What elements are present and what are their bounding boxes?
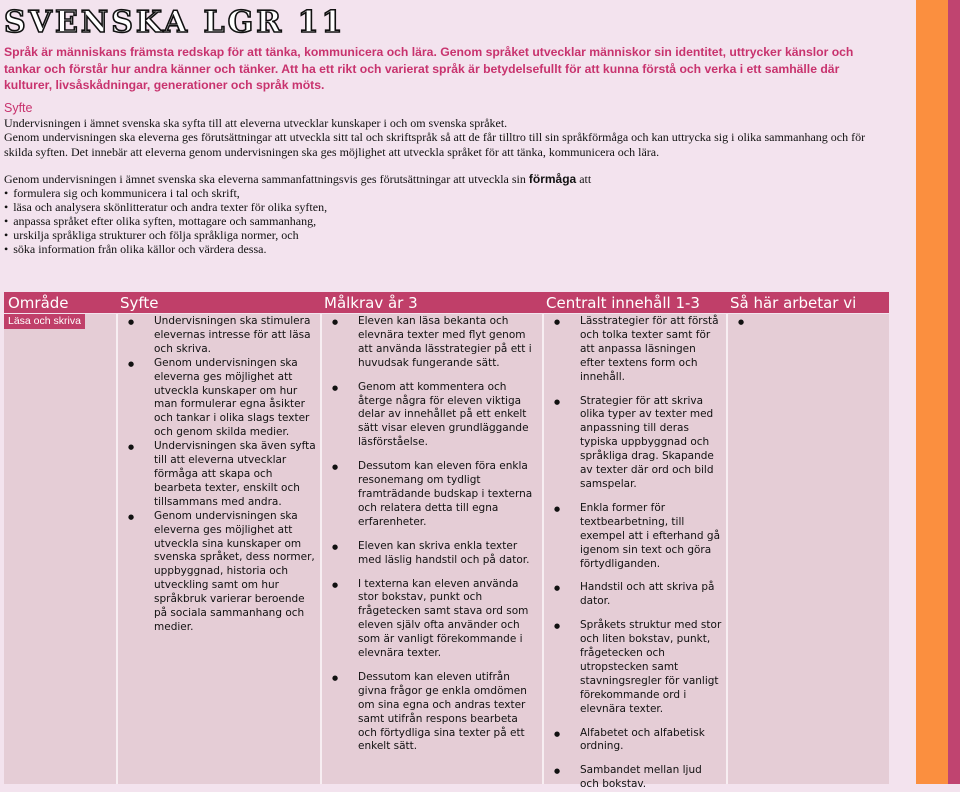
centralt-list <box>544 315 722 792</box>
list-item: ● Dessutom kan eleven utifrån givna frågor ge enkla omdömen om sina egna och andras texter samt utifrån respons bearbeta och förtydliga sina texter på ett enkelt sätt. <box>322 671 536 754</box>
list-item: ● Alfabetet och alfabetisk ordning. <box>544 727 722 755</box>
header-centralt: Centralt innehåll 1-3 <box>546 294 700 312</box>
syfte-cell <box>116 314 320 784</box>
list-item: ● Språkets struktur med stor och liten bokstav, punkt, frågetecken och utropstecken samt stavningsregler för vanligt förekommande ord i elevnära texter. <box>544 619 722 716</box>
paragraph-3-prefix: Genom undervisningen i ämnet svenska ska eleverna sammanfattningsvis ges förutsättningar att utveckla sin <box>4 172 526 186</box>
list-item: ● Eleven kan skriva enkla texter med läslig handstil och på dator. <box>322 540 536 568</box>
list-item: ● Handstil och att skriva på dator. <box>544 581 722 609</box>
curriculum-table <box>4 292 889 791</box>
pink-side-stripe <box>948 0 960 784</box>
arbetar-cell <box>726 314 889 784</box>
abilities-list <box>4 186 327 256</box>
header-omrade: Område <box>8 294 69 312</box>
list-item: ● Undervisningen ska även syfta till att eleverna utvecklar förmåga att skapa och bearbeta texter, enskilt och tillsammans med andra. <box>118 440 316 510</box>
list-item: ● Enkla former för textbearbetning, till exempel att i efterhand gå igenom sin text och göra förtydliganden. <box>544 502 722 572</box>
paragraph-2: Genom undervisningen ska eleverna ges förutsättningar att utveckla sitt tal och skriftspråk så att de får tilltro till sin språkförmåga och kan uttrycka sig i olika sammanhang och för skilda syften. Det innebär att eleverna genom undervisningen ska ges möjlighet att utveckla språket för att tänka, kommunicera och lära. <box>4 130 866 159</box>
list-item: ● Sambandet mellan ljud och bokstav. <box>544 764 722 792</box>
table-body <box>4 314 889 791</box>
malkrav-list <box>322 315 536 754</box>
list-item: • anpassa språket efter olika syften, mottagare och sammanhang, <box>4 214 327 228</box>
list-item: ● Undervisningen ska stimulera elevernas intresse för att läsa och skriva. <box>118 315 316 357</box>
list-item: ● I texterna kan eleven använda stor bokstav, punkt och frågetecken samt stava ord som eleven själv ofta använder och som är vanligt förekommande i elevnära texter. <box>322 578 536 661</box>
paragraph-3 <box>4 172 884 187</box>
orange-side-stripe <box>916 0 948 784</box>
list-item: • söka information från olika källor och värdera dessa. <box>4 242 327 256</box>
area-label: Läsa och skriva <box>4 314 85 329</box>
list-item: ● Eleven kan läsa bekanta och elevnära texter med flyt genom att använda lässtrategier på ett i huvudsak fungerande sätt. <box>322 315 536 371</box>
list-item: • läsa och analysera skönlitteratur och andra texter för olika syften, <box>4 200 327 214</box>
area-cell <box>4 314 116 784</box>
header-syfte: Syfte <box>120 294 159 312</box>
malkrav-cell <box>320 314 542 784</box>
list-item: ● Genom undervisningen ska eleverna ges möjlighet att utveckla kunskaper om hur man formulerar egna åsikter och tankar i olika slags texter och genom skilda medier. <box>118 357 316 440</box>
centralt-cell <box>542 314 726 791</box>
list-item: ● Dessutom kan eleven föra enkla resonemang om tydligt framträdande budskap i texterna och relatera detta till egna erfarenheter. <box>322 460 536 530</box>
paragraph-1: Undervisningen i ämnet svenska ska syfta till att eleverna utvecklar kunskaper i och om svenska språket. <box>4 116 508 130</box>
page-title: SVENSKA LGR 11 <box>4 5 346 40</box>
list-item: ● Lässtrategier för att förstå och tolka texter samt för att anpassa läsningen efter textens form och innehåll. <box>544 315 722 385</box>
header-arbetar: Så här arbetar vi <box>730 294 857 312</box>
list-item: ● Strategier för att skriva olika typer av texter med anpassning till deras typiska uppbyggnad och språkliga drag. Skapande av texter där ord och bild samspelar. <box>544 395 722 492</box>
paragraph-3-strong: förmåga <box>528 172 577 186</box>
header-malkrav: Målkrav år 3 <box>324 294 418 312</box>
list-item: ● Genom undervisningen ska eleverna ges möjlighet att utveckla sina kunskaper om svenska språket, dess normer, uppbyggnad, historia och utveckling samt om hur språkbruk varierar beroende på sociala sammanhang och medier. <box>118 510 316 635</box>
list-item: • formulera sig och kommunicera i tal och skrift, <box>4 186 327 200</box>
syfte-heading: Syfte <box>4 101 33 115</box>
intro-text: Språk är människans främsta redskap för att tänka, kommunicera och lära. Genom språket utvecklar människor sin identitet, uttrycker känslor och tankar och förstår hur andra känner och tänker. Att ha ett rikt och varierat språk är betydelsefullt för att kunna förstå och verka i ett samhälle där kulturer, livsåskådningar, generationer och språk möts. <box>4 45 854 92</box>
paragraph-3-suffix: att <box>579 172 592 186</box>
list-item: ● Genom att kommentera och återge några för eleven viktiga delar av innehållet på ett enkelt sätt visar eleven grundläggande läsförståelse. <box>322 381 536 451</box>
list-item: • urskilja språkliga strukturer och följa språkliga normer, och <box>4 228 327 242</box>
syfte-list <box>118 315 316 635</box>
table-header <box>4 292 889 313</box>
